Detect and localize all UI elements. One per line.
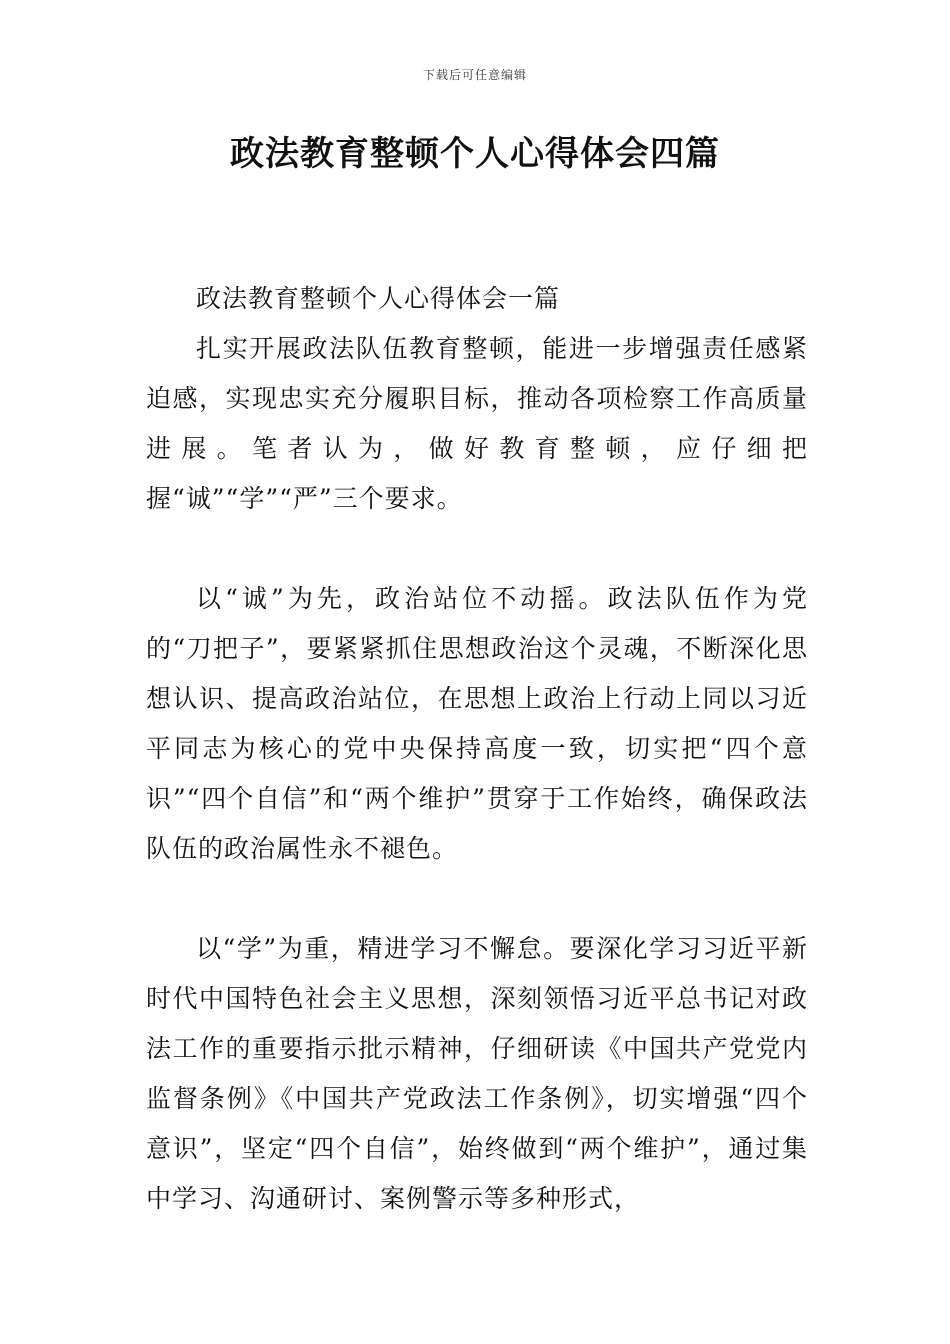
paragraph-intro: 扎实开展政法队伍教育整顿，能进一步增强责任感紧迫感，实现忠实充分履职目标，推动各项检察工作高质量进展。笔者认为，做好教育整顿，应仔细把握“诚”“学”“严”三个要求。 — [146, 334, 808, 513]
header-note: 下载后可任意编辑 — [422, 68, 527, 82]
paragraph-xue: 以“学”为重，精进学习不懈怠。要深化学习习近平新时代中国特色社会主义思想，深刻领悟习近平总书记对政法工作的重要指示批示精神，仔细研读《中国共产党党内监督条例》《中国共产党政法工作条例》，切实增强“四个意识”，坚定“四个自信”，始终做到“两个维护”，通过集中学习、沟通研讨、案例警示等多种形式， — [146, 934, 808, 1213]
document-body — [146, 274, 808, 1224]
section-heading: 政法教育整顿个人心得体会一篇 — [196, 284, 561, 313]
paragraph-cheng: 以“诚”为先，政治站位不动摇。政法队伍作为党的“刀把子”，要紧紧抓住思想政治这个灵魂，不断深化思想认识、提高政治站位，在思想上政治上行动上同以习近平同志为核心的党中央保持高度一致，切实把“四个意识”“四个自信”和“两个维护”贯穿于工作始终，确保政法队伍的政治属性永不褪色。 — [146, 584, 808, 863]
document-title: 政法教育整顿个人心得体会四篇 — [230, 134, 720, 174]
